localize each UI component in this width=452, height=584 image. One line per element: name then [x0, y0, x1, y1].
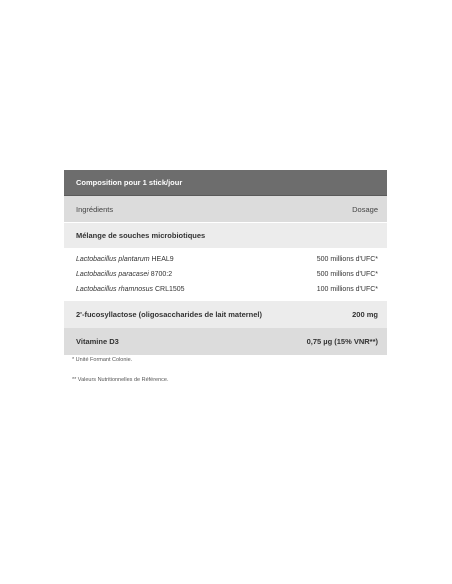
strain-list [64, 248, 387, 301]
table-row [64, 282, 387, 297]
strain-scientific-name: Lactobacillus paracasei [76, 271, 149, 278]
table-header [64, 170, 387, 196]
strain-dose: 100 millions d'UFC* [316, 286, 378, 293]
table-title: Composition pour 1 stick/jour [76, 178, 183, 187]
column-ingredients: Ingrédients [76, 204, 114, 214]
group-header-row [64, 222, 387, 248]
table-row [64, 252, 387, 267]
strain-dose: 500 millions d'UFC* [316, 256, 378, 263]
strain-scientific-name: Lactobacillus plantarum [76, 256, 150, 263]
footnote-ufc: * Unité Formant Colonie. [72, 357, 133, 363]
ingredient-name: Vitamine D3 [76, 337, 119, 346]
ingredient-name: 2'-fucosyllactose (oligosaccharides de lait maternel) [76, 310, 263, 319]
strain-name [76, 271, 172, 278]
table-row-fucosyllactose [64, 301, 387, 328]
column-header-row [64, 196, 387, 222]
strain-name [76, 286, 185, 293]
ingredient-dose: 0,75 µg (15% VNR**) [306, 337, 378, 346]
strain-code: HEAL9 [151, 256, 174, 263]
strain-code: CRL1505 [155, 286, 185, 293]
group-title: Mélange de souches microbiotiques [76, 231, 206, 240]
strain-name [76, 256, 174, 263]
strain-dose: 500 millions d'UFC* [316, 271, 378, 278]
table-row-vitamine [64, 328, 387, 355]
strain-scientific-name: Lactobacillus rhamnosus [76, 286, 154, 293]
footnote-vnr: ** Valeurs Nutritionnelles de Référence. [72, 377, 169, 383]
composition-table [64, 170, 387, 355]
column-dosage: Dosage [352, 204, 378, 214]
table-row [64, 267, 387, 282]
strain-code: 8700:2 [150, 271, 173, 278]
ingredient-dose: 200 mg [352, 310, 378, 319]
